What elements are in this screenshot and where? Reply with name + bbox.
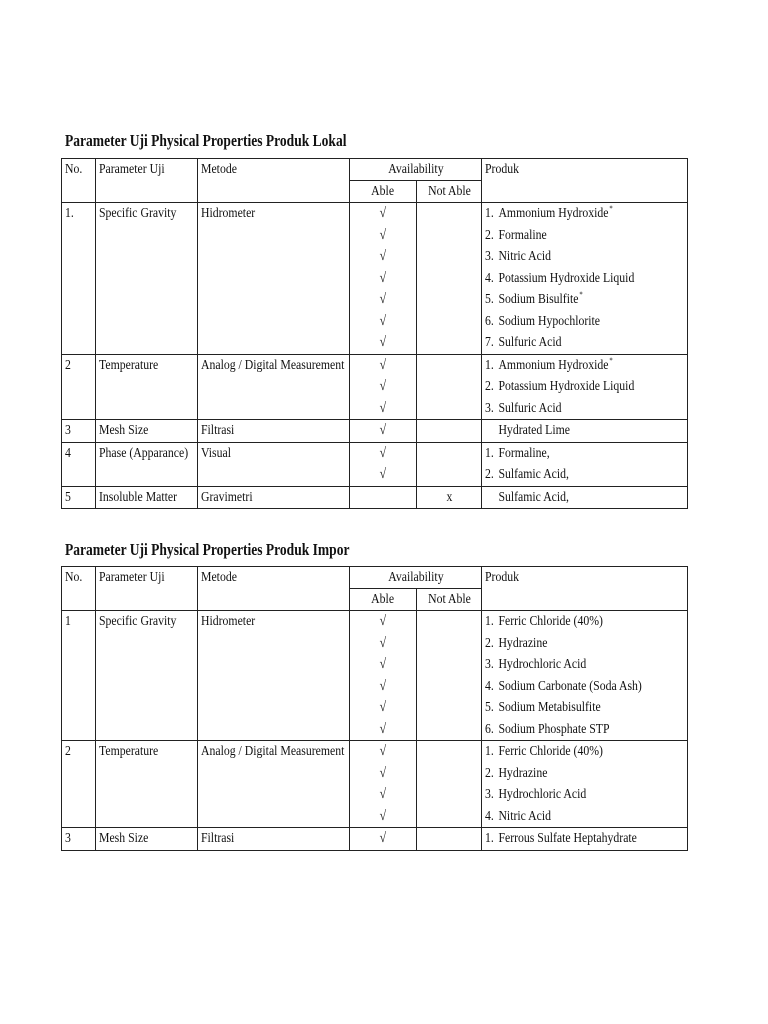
check-mark: √ [379, 445, 387, 461]
cell-produk [482, 828, 688, 851]
footnote-mark: * [579, 290, 583, 299]
table-header-row [62, 159, 688, 181]
product-name: Sodium Hypochlorite [498, 313, 601, 329]
section-title-lokal: Parameter Uji Physical Properties Produk Lokal [65, 131, 347, 150]
header-parameter: Parameter Uji [96, 159, 198, 203]
cell-no [62, 203, 96, 355]
product-number: 1. [485, 445, 494, 461]
header-metode: Metode [198, 567, 350, 611]
header-not-able: Not Able [417, 181, 482, 203]
check-mark: √ [379, 292, 387, 307]
check-mark: √ [379, 206, 387, 221]
product-name: Ferric Chloride (40%) [498, 614, 603, 629]
product-item [485, 376, 684, 398]
product-name: Potassium Hydroxide Liquid [498, 270, 635, 286]
product-name: Formaline [498, 227, 547, 243]
table-row [62, 486, 688, 509]
method-name: Gravimetri [201, 489, 253, 505]
cell-able [350, 611, 417, 741]
check-mark: √ [379, 467, 387, 482]
parameter-name: Specific Gravity [99, 614, 177, 629]
product-item [485, 487, 684, 509]
cell-metode [198, 611, 350, 741]
header-no: No. [62, 159, 96, 203]
header-able: Able [350, 589, 417, 611]
method-name: Visual [201, 445, 232, 461]
cell-metode [198, 828, 350, 851]
product-item [485, 268, 684, 290]
check-mark: √ [379, 335, 387, 350]
cell-produk [482, 442, 688, 486]
check-mark: √ [379, 379, 387, 394]
parameter-name: Insoluble Matter [99, 489, 178, 505]
header-metode: Metode [198, 159, 350, 203]
product-name: Ammonium Hydroxide [498, 357, 609, 373]
product-number: 2. [485, 227, 494, 243]
product-item [485, 398, 684, 420]
product-item [485, 806, 684, 828]
product-number: 2. [485, 379, 494, 394]
cell-able [350, 420, 417, 443]
product-number: 3. [485, 787, 494, 802]
cell-able [350, 741, 417, 828]
product-name: Formaline, [498, 445, 550, 461]
header-parameter: Parameter Uji [96, 567, 198, 611]
cell-no [62, 828, 96, 851]
product-number: 3. [485, 400, 494, 416]
cell-metode [198, 203, 350, 355]
product-name: Sodium Carbonate (Soda Ash) [498, 678, 642, 694]
table-impor [61, 566, 688, 851]
check-mark: √ [379, 657, 387, 672]
check-mark: √ [379, 700, 387, 715]
row-number: 3 [65, 831, 71, 846]
table-body [62, 611, 688, 851]
cell-no [62, 442, 96, 486]
product-name: Hydrazine [498, 765, 548, 781]
cell-not-able [417, 203, 482, 355]
cell-parameter [96, 741, 198, 828]
product-item [485, 420, 684, 442]
product-number: 6. [485, 721, 494, 737]
cell-no [62, 486, 96, 509]
table-header-row [62, 567, 688, 589]
method-name: Hidrometer [201, 614, 256, 629]
footnote-mark: * [609, 204, 613, 213]
cell-produk [482, 486, 688, 509]
product-name: Sodium Metabisulfite [498, 700, 601, 715]
method-name: Analog / Digital Measurement [201, 744, 345, 759]
row-number: 5 [65, 489, 71, 505]
product-name: Hydrochloric Acid [498, 657, 587, 672]
product-item [485, 697, 684, 719]
product-item [485, 225, 684, 247]
cell-metode [198, 420, 350, 443]
product-number: 1. [485, 831, 494, 846]
header-availability: Availability [350, 159, 482, 181]
product-number: 1. [485, 614, 494, 629]
product-item [485, 676, 684, 698]
product-name: Hydrated Lime [498, 423, 570, 438]
product-item [485, 246, 684, 268]
cell-produk [482, 420, 688, 443]
cell-not-able [417, 420, 482, 443]
cell-parameter [96, 828, 198, 851]
method-name: Filtrasi [201, 423, 235, 438]
cell-not-able [417, 354, 482, 420]
product-item [485, 784, 684, 806]
product-number: 5. [485, 700, 494, 715]
cell-metode [198, 741, 350, 828]
x-mark: x [446, 489, 452, 505]
footnote-mark: * [609, 355, 613, 365]
cell-not-able [417, 611, 482, 741]
product-number: 6. [485, 313, 494, 329]
row-number: 4 [65, 445, 71, 461]
product-item [485, 332, 684, 354]
table-lokal [61, 158, 688, 509]
product-number: 4. [485, 678, 494, 694]
product-number: 7. [485, 335, 494, 350]
cell-metode [198, 486, 350, 509]
parameter-name: Temperature [99, 357, 159, 373]
header-availability: Availability [350, 567, 482, 589]
check-mark: √ [379, 227, 387, 243]
cell-not-able [417, 442, 482, 486]
header-produk: Produk [482, 567, 688, 611]
product-name: Ammonium Hydroxide [498, 206, 609, 221]
header-no: No. [62, 567, 96, 611]
row-number: 1. [65, 206, 74, 221]
product-number: 4. [485, 808, 494, 824]
product-name: Potassium Hydroxide Liquid [498, 379, 635, 394]
product-item [485, 654, 684, 676]
parameter-name: Temperature [99, 744, 159, 759]
row-number: 3 [65, 423, 71, 438]
product-item [485, 741, 684, 763]
header-not-able: Not Able [417, 589, 482, 611]
cell-parameter [96, 442, 198, 486]
product-item [485, 311, 684, 333]
check-mark: √ [379, 313, 387, 329]
cell-produk [482, 741, 688, 828]
product-item [485, 633, 684, 655]
table-row [62, 611, 688, 741]
product-name: Nitric Acid [498, 808, 552, 824]
check-mark: √ [379, 635, 387, 651]
cell-able [350, 354, 417, 420]
product-name: Nitric Acid [498, 249, 552, 264]
parameter-name: Specific Gravity [99, 206, 177, 221]
table-row [62, 203, 688, 355]
product-name: Ferrous Sulfate Heptahydrate [498, 831, 637, 846]
product-number: 1. [485, 206, 494, 221]
table-row [62, 741, 688, 828]
table-body [62, 203, 688, 509]
cell-able [350, 442, 417, 486]
table-row [62, 828, 688, 851]
check-mark: √ [379, 831, 387, 846]
cell-no [62, 420, 96, 443]
product-name: Hydrochloric Acid [498, 787, 587, 802]
cell-able [350, 828, 417, 851]
method-name: Analog / Digital Measurement [201, 357, 345, 373]
product-name: Ferric Chloride (40%) [498, 744, 603, 759]
cell-no [62, 611, 96, 741]
parameter-name: Mesh Size [99, 423, 149, 438]
product-item [485, 611, 684, 633]
check-mark: √ [379, 765, 387, 781]
product-item [485, 289, 684, 311]
cell-parameter [96, 486, 198, 509]
cell-metode [198, 442, 350, 486]
cell-not-able [417, 741, 482, 828]
product-name: Sulfamic Acid, [498, 467, 569, 482]
check-mark: √ [379, 400, 387, 416]
product-number: 1. [485, 744, 494, 759]
product-name: Sodium Bisulfite [498, 292, 579, 307]
cell-no [62, 354, 96, 420]
method-name: Hidrometer [201, 206, 256, 221]
cell-produk [482, 354, 688, 420]
cell-metode [198, 354, 350, 420]
check-mark: √ [379, 808, 387, 824]
row-number: 1 [65, 614, 71, 629]
cell-produk [482, 203, 688, 355]
cell-parameter [96, 203, 198, 355]
check-mark: √ [379, 787, 387, 802]
header-produk: Produk [482, 159, 688, 203]
cell-parameter [96, 611, 198, 741]
product-number: 1. [485, 357, 494, 373]
check-mark: √ [379, 614, 387, 629]
cell-parameter [96, 354, 198, 420]
cell-able [350, 203, 417, 355]
table-row [62, 442, 688, 486]
product-item [485, 828, 684, 850]
header-able: Able [350, 181, 417, 203]
product-item [485, 464, 684, 486]
product-name: Sulfuric Acid [498, 335, 562, 350]
parameter-name: Phase (Apparance) [99, 445, 189, 461]
parameter-name: Mesh Size [99, 831, 149, 846]
check-mark: √ [379, 744, 387, 759]
row-number: 2 [65, 357, 71, 373]
product-item [485, 355, 684, 377]
cell-produk [482, 611, 688, 741]
check-mark: √ [379, 423, 387, 438]
section-title-impor: Parameter Uji Physical Properties Produk Impor [65, 540, 350, 559]
check-mark: √ [379, 270, 387, 286]
product-item [485, 203, 684, 225]
cell-parameter [96, 420, 198, 443]
table-row [62, 354, 688, 420]
product-number: 3. [485, 249, 494, 264]
cell-not-able [417, 828, 482, 851]
product-item [485, 719, 684, 741]
product-number: 5. [485, 292, 494, 307]
product-number: 3. [485, 657, 494, 672]
row-number: 2 [65, 744, 71, 759]
product-number: 4. [485, 270, 494, 286]
product-number: 2. [485, 765, 494, 781]
product-number: 2. [485, 635, 494, 651]
product-name: Sodium Phosphate STP [498, 721, 610, 737]
product-name: Hydrazine [498, 635, 548, 651]
product-number: 2. [485, 467, 494, 482]
check-mark: √ [379, 721, 387, 737]
product-item [485, 763, 684, 785]
product-name: Sulfamic Acid, [498, 489, 569, 505]
product-item [485, 443, 684, 465]
check-mark: √ [379, 249, 387, 264]
product-name: Sulfuric Acid [498, 400, 562, 416]
cell-no [62, 741, 96, 828]
cell-able [350, 486, 417, 509]
method-name: Filtrasi [201, 831, 235, 846]
check-mark: √ [379, 678, 387, 694]
check-mark: √ [379, 357, 387, 373]
table-row [62, 420, 688, 443]
cell-not-able [417, 486, 482, 509]
